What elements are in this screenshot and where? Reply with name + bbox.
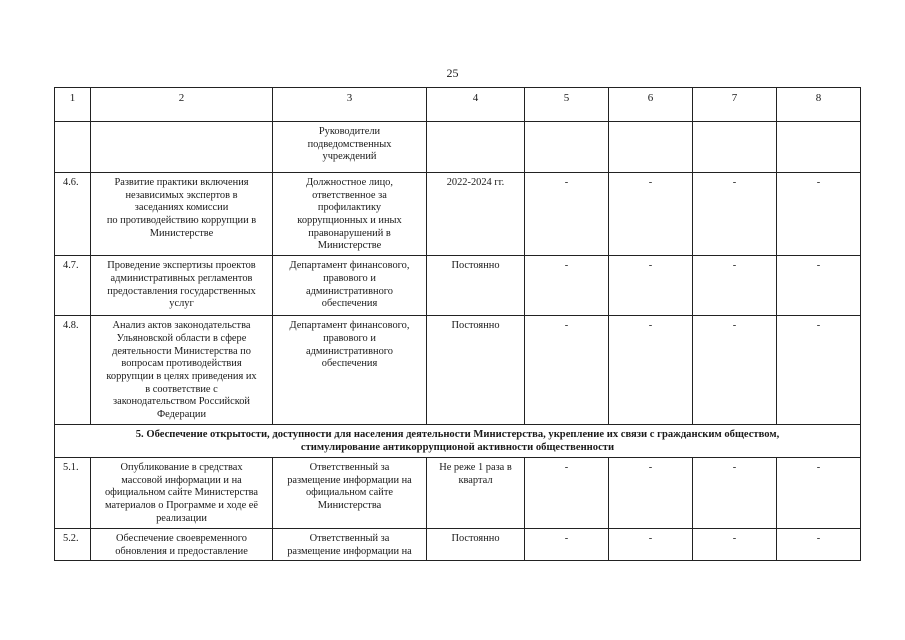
value-cell: - xyxy=(693,173,777,256)
measure-cell: Обеспечение своевременного обновления и предоставление xyxy=(91,528,273,560)
value-cell: - xyxy=(693,457,777,528)
value-cell: - xyxy=(525,256,609,316)
measure-cell: Анализ актов законодательства Ульяновской области в сфере деятельности Министерства по вопросам противодействия коррупции в целях приведения их в соответствие с законодательством Российской Федерации xyxy=(91,316,273,425)
program-table xyxy=(54,87,861,561)
table-row xyxy=(55,173,861,256)
section-title: 5. Обеспечение открытости, доступности для населения деятельности Министерства, укрепление их связи с гражданским обществом, стимулирование антикоррупционой активности общественности xyxy=(55,425,861,458)
value-cell: - xyxy=(609,528,693,560)
row-number: 5.2. xyxy=(55,528,91,560)
value-cell: - xyxy=(525,173,609,256)
table-row xyxy=(55,528,861,560)
table-row xyxy=(55,122,861,173)
column-header: 4 xyxy=(427,88,525,122)
column-header: 7 xyxy=(693,88,777,122)
column-header: 2 xyxy=(91,88,273,122)
column-header: 3 xyxy=(273,88,427,122)
value-cell xyxy=(609,122,693,173)
deadline-cell: Постоянно xyxy=(427,528,525,560)
deadline-cell: Постоянно xyxy=(427,256,525,316)
measure-cell: Опубликование в средствах массовой информации и на официальном сайте Министерства материалов о Программе и ходе её реализации xyxy=(91,457,273,528)
value-cell: - xyxy=(777,173,861,256)
table-row xyxy=(55,457,861,528)
row-number xyxy=(55,122,91,173)
row-number: 4.6. xyxy=(55,173,91,256)
table-row xyxy=(55,256,861,316)
value-cell: - xyxy=(777,256,861,316)
responsible-cell: Департамент финансового, правового и административного обеспечения xyxy=(273,256,427,316)
column-header-row xyxy=(55,88,861,122)
value-cell xyxy=(693,122,777,173)
deadline-cell: Не реже 1 раза в квартал xyxy=(427,457,525,528)
measure-cell xyxy=(91,122,273,173)
section-row xyxy=(55,425,861,458)
value-cell: - xyxy=(609,316,693,425)
value-cell: - xyxy=(693,256,777,316)
row-number: 4.7. xyxy=(55,256,91,316)
value-cell: - xyxy=(609,173,693,256)
value-cell: - xyxy=(609,256,693,316)
value-cell: - xyxy=(693,316,777,425)
responsible-cell: Ответственный за размещение информации на официальном сайте Министерства xyxy=(273,457,427,528)
value-cell: - xyxy=(777,457,861,528)
responsible-cell: Руководители подведомственных учреждений xyxy=(273,122,427,173)
column-header: 5 xyxy=(525,88,609,122)
responsible-cell: Должностное лицо, ответственное за профилактику коррупционных и иных правонарушений в Министерстве xyxy=(273,173,427,256)
measure-cell: Проведение экспертизы проектов административных регламентов предоставления государственных услуг xyxy=(91,256,273,316)
responsible-cell: Ответственный за размещение информации на xyxy=(273,528,427,560)
table-row xyxy=(55,316,861,425)
value-cell: - xyxy=(693,528,777,560)
row-number: 5.1. xyxy=(55,457,91,528)
column-header: 1 xyxy=(55,88,91,122)
value-cell: - xyxy=(525,316,609,425)
value-cell: - xyxy=(525,457,609,528)
value-cell: - xyxy=(777,528,861,560)
value-cell xyxy=(777,122,861,173)
deadline-cell: 2022-2024 гг. xyxy=(427,173,525,256)
row-number: 4.8. xyxy=(55,316,91,425)
deadline-cell xyxy=(427,122,525,173)
value-cell: - xyxy=(777,316,861,425)
measure-cell: Развитие практики включения независимых экспертов в заседаниях комиссии по противодействию коррупции в Министерстве xyxy=(91,173,273,256)
page-number: 25 xyxy=(446,66,459,80)
value-cell xyxy=(525,122,609,173)
column-header: 8 xyxy=(777,88,861,122)
responsible-cell: Департамент финансового, правового и административного обеспечения xyxy=(273,316,427,425)
column-header: 6 xyxy=(609,88,693,122)
value-cell: - xyxy=(609,457,693,528)
deadline-cell: Постоянно xyxy=(427,316,525,425)
value-cell: - xyxy=(525,528,609,560)
